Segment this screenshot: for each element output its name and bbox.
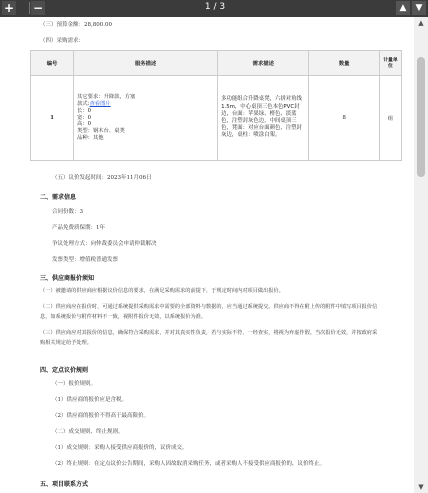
header-no: 编号: [31, 51, 74, 76]
service-line: 品种：其他: [77, 134, 104, 141]
service-line: 其它要求：升降款，方塞: [77, 94, 136, 101]
page-indicator: 1 / 3: [204, 2, 226, 12]
para-3-2: （二）供应商应在报价时，可通过系统提供采购需求中需要的全部资料与数据的，应当通过系统提交。供应商不得在附上传的附件中填写项目报价信息，如系统报价与附件材料不一致，视附件报价无效，以系统报价为准。: [40, 304, 378, 320]
dispute-text: 争议处理方式：向仲裁委员会申请仲裁解决: [52, 241, 157, 247]
cell-service: [74, 76, 218, 161]
zoom-in-button[interactable]: +: [3, 1, 15, 15]
rule-2b: （2）终止规则：在定点议价公告期间，采购人因故取消采购任务，或者采购人不接受供应商报价的，议价终止。: [52, 461, 326, 467]
section-4-heading: 四、定点议价规则: [40, 367, 89, 374]
para-3-1: （一）被邀请的供应商应根据议价信息的要求，在满足采购需求的前提下，于规定时间内对项目做出报价。: [40, 288, 284, 294]
service-line: 宽：0: [77, 114, 92, 121]
cell-unit: 组: [379, 76, 401, 161]
header-service: 服务描述: [74, 51, 218, 76]
purchase-req-label: （四）采购需求：: [40, 38, 85, 44]
budget-text: （三）预算金额：28,800.00: [40, 22, 112, 28]
cell-qty: 8: [309, 76, 379, 161]
para-3-3: （三）供应商应对其报价的信息，确保符合采购需求，并对其真实性负责，若与实际不符、一经查实，将视为弃虚作假。当次报价无效，并按政府采购相关规定给予处理。: [40, 330, 378, 346]
toolbar-divider: [29, 2, 30, 14]
service-line: 款式:查看图片: [77, 101, 111, 107]
prev-page-button[interactable]: ▲: [396, 1, 410, 15]
next-page-button[interactable]: ▼: [412, 1, 426, 15]
table-row: [31, 76, 402, 161]
cell-no: 1: [31, 76, 74, 161]
pdf-toolbar: [0, 0, 428, 17]
rule-2a: （1）成交规则：采购人接受供应商报价的，议价成交。: [52, 445, 188, 451]
section-5-heading: 五、项目联系方式: [40, 481, 89, 488]
service-line: 长：0: [77, 107, 92, 114]
scrollbar-thumb[interactable]: [417, 57, 425, 177]
rule-1a: （1）供应商的报价应是含税。: [52, 397, 128, 403]
scroll-down-arrow-icon[interactable]: ▼: [418, 483, 424, 491]
service-line: 高：0: [77, 121, 92, 128]
contracts-text: 合同份数：3: [52, 209, 83, 215]
zoom-out-button[interactable]: −: [32, 1, 44, 15]
invoice-text: 发票类型：增值税普通发票: [52, 257, 119, 263]
deadline-text: （五）议价发起时间：2023年11月06日: [52, 175, 152, 181]
header-unit: 计量单位: [379, 51, 401, 76]
header-req: 需求描述: [218, 51, 309, 76]
scroll-up-arrow-icon[interactable]: ▲: [418, 19, 424, 27]
view-image-link[interactable]: 查看图片: [89, 101, 111, 107]
warranty-text: 产品免费质保期：1年: [52, 225, 105, 231]
requirements-table: [30, 50, 402, 161]
cell-req-desc: 多功能组合升降桌凳，六拼对角线1.5m，中心桌顶三色本色PVC封边，台面：苹果绿、橙色、淡蓝色，注塑封灰色边，中间桌顶三色，凳面：对应台面颜色，注塑封灰边，桌柱：喷涂白架。: [218, 76, 309, 161]
service-line: 类型：钢木台、桌类: [77, 128, 125, 135]
rule-1b: （2）供应商的报价不得高于最高限价。: [52, 413, 150, 419]
section-3-heading: 三、供应商报价须知: [40, 275, 95, 282]
rule-2: （二）成交规则、终止规则。: [52, 429, 124, 435]
section-2-heading: 二、需求信息: [40, 194, 77, 201]
rule-1: （一）报价规则。: [52, 381, 97, 387]
header-qty: 数量: [309, 51, 379, 76]
table-header-row: [31, 51, 402, 76]
pdf-page: [0, 17, 414, 493]
vertical-scrollbar[interactable]: [414, 17, 428, 493]
